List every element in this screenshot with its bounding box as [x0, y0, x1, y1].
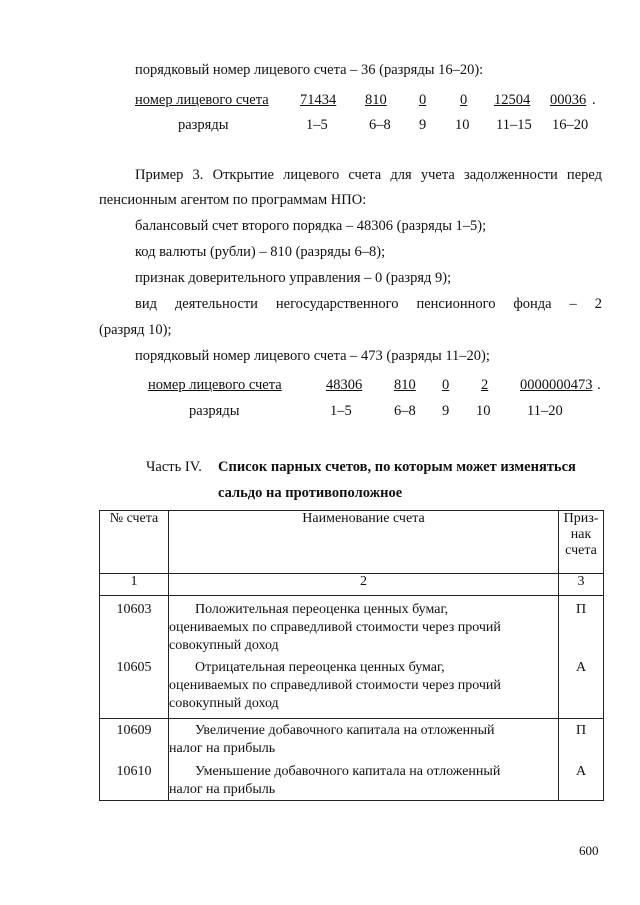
account-name-line: совокупный доход	[169, 638, 279, 653]
digit-range: 6–8	[369, 117, 391, 133]
account-name-line: Увеличение добавочного капитала на отложенный	[195, 723, 495, 738]
account-sign-cell	[559, 719, 604, 801]
account-number: 10605	[116, 660, 152, 675]
part-branch: 12504	[494, 92, 531, 108]
digits-label: разряды	[189, 403, 240, 419]
part-activity: 2	[481, 377, 489, 393]
activity-word: 2	[594, 296, 602, 312]
example3-heading-line1: Пример 3. Открытие лицевого счета для учета задолженности перед	[135, 167, 602, 183]
digits-label: разряды	[178, 117, 229, 133]
account-name-line: Положительная переоценка ценных бумаг,	[195, 602, 449, 617]
activity-word: негосударственного	[275, 296, 399, 312]
example3-heading-line2: пенсионным агентом по программам НПО:	[99, 192, 367, 208]
col-header-sign-l2: нак	[570, 527, 592, 542]
example3-line: код валюты (рубли) – 810 (разряды 6–8);	[135, 244, 386, 260]
part-activity: 0	[460, 92, 468, 108]
column-number: 2	[169, 574, 559, 596]
col-header-name: Наименование счета	[169, 511, 559, 574]
part-currency: 810	[394, 377, 416, 393]
account-name-line: Уменьшение добавочного капитала на отложенный	[195, 764, 501, 779]
number-end: .	[597, 377, 601, 393]
digit-range: 11–20	[527, 403, 563, 419]
account-sign: А	[575, 660, 587, 675]
paired-accounts-table	[99, 510, 604, 801]
account-name-line: Отрицательная переоценка ценных бумаг,	[195, 660, 445, 675]
activity-word: вид	[135, 296, 157, 312]
example3-line: признак доверительного управления – 0 (разряд 9);	[135, 270, 452, 286]
part-title-line2: сальдо на противоположное	[218, 485, 403, 501]
part-order: 0000000473	[520, 377, 593, 393]
account-name-cell	[169, 719, 559, 801]
account-name-line: налог на прибыль	[169, 741, 276, 756]
account-sign-cell	[559, 596, 604, 719]
activity-cont: (разряд 10);	[99, 322, 172, 338]
digit-range: 10	[476, 403, 491, 419]
account-sign: П	[575, 723, 587, 738]
account-name-cell	[169, 596, 559, 719]
account-number: 10603	[116, 602, 152, 617]
part-balance: 71434	[300, 92, 337, 108]
part-title-line1: Список парных счетов, по которым может изменяться	[218, 459, 576, 475]
account-number: 10610	[116, 764, 152, 779]
account-sign: П	[575, 602, 587, 617]
account-name-line: оцениваемых по справедливой стоимости через прочий	[169, 678, 501, 693]
order-line: порядковый номер лицевого счета – 473 (разряды 11–20);	[135, 348, 490, 364]
account-number-cell	[100, 719, 169, 801]
activity-line	[135, 296, 602, 313]
activity-word: пенсионного	[416, 296, 496, 312]
digit-range: 10	[455, 117, 470, 133]
account-number-label: номер лицевого счета	[135, 92, 269, 108]
digit-range: 1–5	[330, 403, 352, 419]
account-sign: А	[575, 764, 587, 779]
part-currency: 810	[365, 92, 387, 108]
page-number: 600	[579, 843, 599, 858]
account-name-line: совокупный доход	[169, 696, 279, 711]
column-numbers-row	[100, 574, 604, 596]
digit-range: 9	[419, 117, 427, 133]
col-header-number: № счета	[100, 511, 169, 574]
table-header-row	[100, 511, 604, 574]
account-name-line: налог на прибыль	[169, 782, 276, 797]
example3-line: балансовый счет второго порядка – 48306 (разряды 1–5);	[135, 218, 487, 234]
part-balance: 48306	[326, 377, 363, 393]
col-header-sign-l1: Приз-	[563, 511, 599, 526]
digit-range: 6–8	[394, 403, 416, 419]
col-header-sign	[559, 511, 604, 574]
digit-range: 11–15	[496, 117, 532, 133]
digit-range: 9	[442, 403, 450, 419]
part-trust: 0	[419, 92, 427, 108]
table-row-group	[100, 596, 604, 719]
intro-line: порядковый номер лицевого счета – 36 (разряды 16–20):	[135, 62, 484, 78]
account-number: 10609	[116, 723, 152, 738]
activity-word: фонда	[513, 296, 552, 312]
account-number-cell	[100, 596, 169, 719]
number-end: .	[592, 92, 596, 108]
part-order: 00036	[550, 92, 587, 108]
activity-word: –	[569, 296, 577, 312]
col-header-sign-l3: счета	[565, 543, 597, 558]
column-number: 1	[100, 574, 169, 596]
account-number-label: номер лицевого счета	[148, 377, 282, 393]
digit-range: 16–20	[552, 117, 589, 133]
table-row-group	[100, 719, 604, 801]
digit-range: 1–5	[306, 117, 328, 133]
column-number: 3	[559, 574, 604, 596]
part-trust: 0	[442, 377, 450, 393]
account-name-line: оцениваемых по справедливой стоимости через прочий	[169, 620, 501, 635]
activity-word: деятельности	[174, 296, 258, 312]
part-label: Часть IV.	[146, 459, 202, 475]
